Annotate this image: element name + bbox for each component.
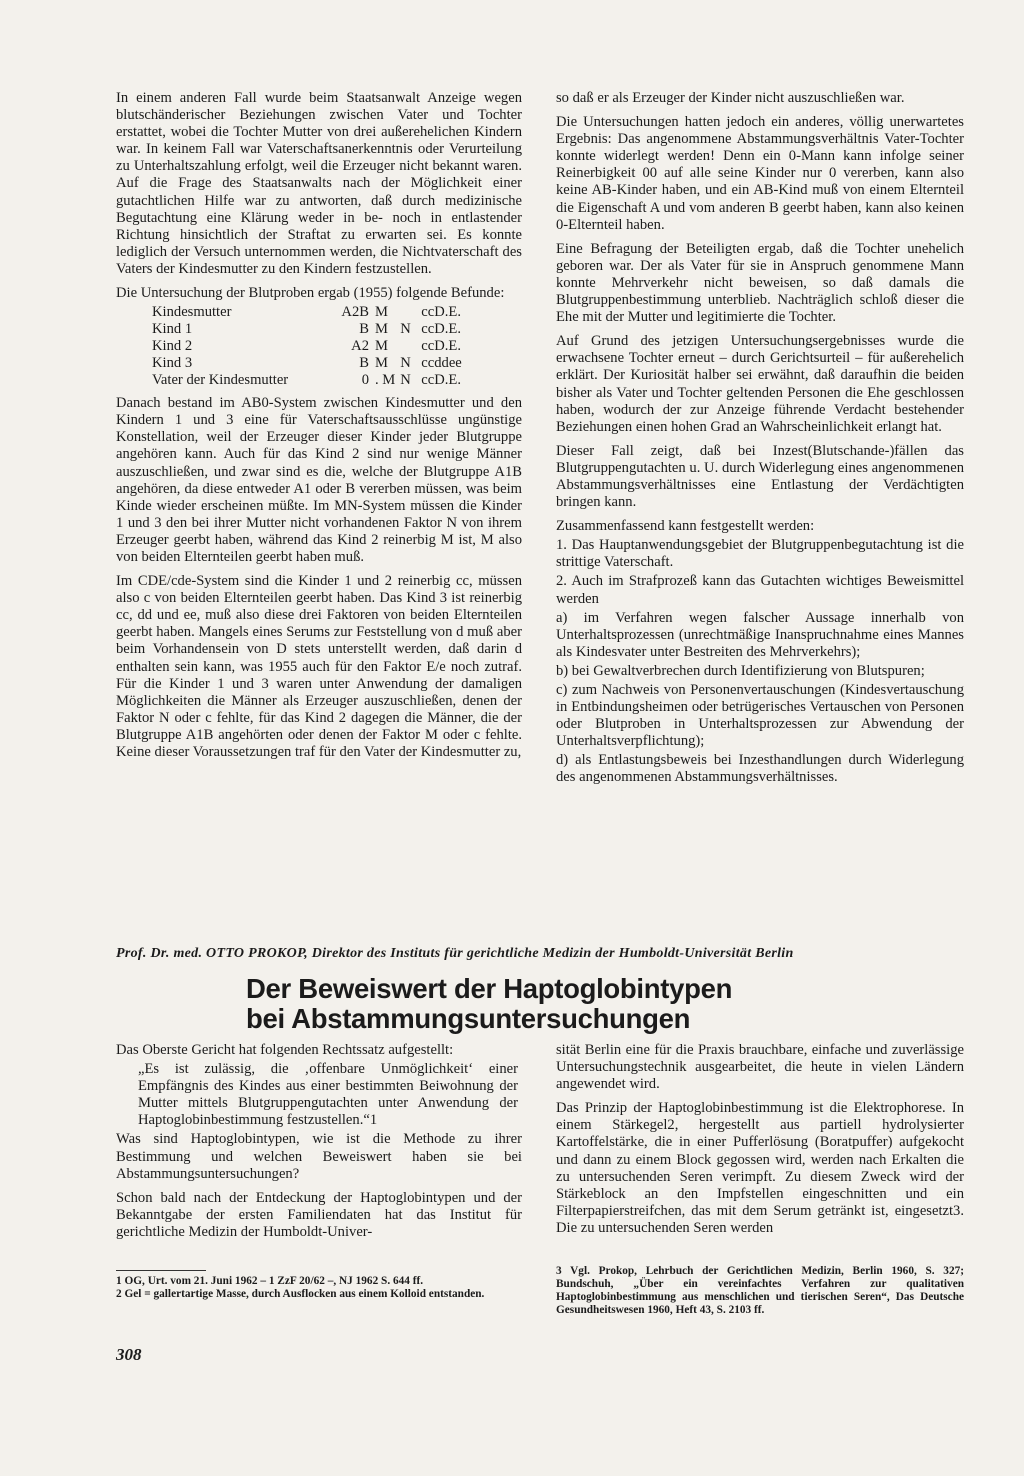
footnotes-right [556,1265,964,1317]
footnote: 2 Gel = gallertartige Masse, durch Ausflocken aus einem Kolloid entstanden. [116,1288,485,1300]
paragraph: Im CDE/cde-System sind die Kinder 1 und 2 reinerbig cc, müssen also c von beiden Elternteilen geerbt haben. Das Kind 3 ist reinerbig cc, dd und ee, muß also diese drei Faktoren von beiden Elternteilen geerbt haben. Mangels eines Serums zur Feststellung von d muß aber beim Vorhandensein von D stets unterstellt werden, daß darin d enthalten sein kann, was 1955 auch für den Faktor E/e noch zutraf. Für die Kinder 1 und 3 waren unter Anwendung der damaligen Möglichkeiten die Männer als Erzeuger auszuschließen, denen der Faktor N oder c fehlte, für das Kind 2 dagegen die Männer, die der Blutgruppe A1B angehörten oder denen der Faktor M oder c fehlte. Keine dieser Voraussetzungen traf für den Vater der Kindesmutter zu, [116,573,522,760]
footnotes-left [116,1275,522,1301]
list-item: 2. Auch im Strafprozeß kann das Gutachten wichtiges Beweismittel werden [556,573,964,607]
table-cell-n: N [400,355,411,372]
paragraph: Dieser Fall zeigt, daß bei Inzest(Blutschande-)fällen das Blutgruppengutachten u. U. durch Widerlegung eines angenommenen Abstammungsverhältnisses eine Entlastung der Verdächtigten bringen kann. [556,442,964,511]
list-item: d) als Entlastungsbeweis bei Inzesthandlungen durch Widerlegung des angenommenen Abstammungsverhältnisses. [556,752,964,786]
paragraph: Eine Befragung der Beteiligten ergab, daß die Tochter unehelich geboren war. Der als Vater für sie in Anspruch genommene Mann konnte Mehrverkehr nicht beweisen, so daß damals die Blutgruppenbestimmung unterblieb. Nachträglich schloß dieser die Ehe mit der Mutter und legitimierte die Tochter. [556,240,964,326]
table-cell-n [400,338,421,355]
table-cell-abo: 0 [361,372,369,389]
paragraph: Zusammenfassend kann festgestellt werden: [556,518,815,535]
list-item: b) bei Gewaltverbrechen durch Identifizierung von Blutspuren; [556,662,925,679]
list-item: 1. Das Hauptanwendungsgebiet der Blutgruppenbegutachtung ist die strittige Vaterschaft. [556,537,964,571]
paragraph: In einem anderen Fall wurde beim Staatsanwalt Anzeige wegen blutschänderischer Beziehungen zwischen Vater und Tochter erstattet, wobei die Tochter Mutter von drei außerehelichen Kindern war. In keinem Fall war Vaterschaftsanerkenntnis oder Verurteilung zu Unterhaltszahlung erfolgt, weil die Erzeuger nicht bekannt waren. Auf die Frage des Staatsanwalts nach der Möglichkeit einer gutachtlichen Hilfe war zu antworten, daß durch medizinische Begutachtung eine Klärung weder in be- noch in entlastender Richtung hinsichtlich der Straftat zu erwarten sei. Es konnte lediglich der Versuch unternommen werden, die Nichtvaterschaft des Vaters der Kindesmutter zu den Kindern festzustellen. [116,90,522,277]
table-cell-rh: ccddee [421,355,462,372]
table-cell-name: Kindesmutter [152,304,232,321]
paragraph: Auf Grund des jetzigen Untersuchungsergebnisses wurde die erwachsene Tochter erneut – durch Gerichtsurteil – für außerehelich erklärt. Der Kuriosität halber sei erwähnt, daß daraufhin die beiden bisher als Vater und Tochter geltenden Personen die Ehe geschlossen haben, wodurch der zur Anzeige führende Verdacht bestehender Beziehungen einen hohen Grad an Wahrscheinlichkeit erlangt hat. [556,333,964,435]
paragraph: Schon bald nach der Entdeckung der Haptoglobintypen und der Bekanntgabe der ersten Familiendaten hat das Institut für gerichtliche Medizin der Humboldt-Univer- [116,1189,522,1240]
top-right-column [556,90,964,789]
footnote: 1 OG, Urt. vom 21. Juni 1962 – 1 ZzF 20/62 –, NJ 1962 S. 644 ff. [116,1275,424,1287]
paragraph: so daß er als Erzeuger der Kinder nicht auszuschließen war. [556,90,905,106]
title-line: Der Beweiswert der Haptoglobintypen [246,973,733,1004]
table-cell-m: . M [375,372,396,389]
table-cell-m: M [375,355,388,372]
top-left-column [116,90,522,768]
table-cell-name: Kind 1 [152,321,193,338]
list-item: c) zum Nachweis von Personenvertauschungen (Kindesvertauschung in Entbindungsheimen oder betrügerisches Vertauschen von Personen oder Blutproben in Unterhaltsprozessen zur Abwendung der Unterhaltsverpflichtung); [556,682,964,750]
page-number: 308 [116,1345,142,1364]
table-cell-n: N [400,372,411,389]
table-cell-rh: ccD.E. [421,321,461,338]
quotation: „Es ist zulässig, die ‚offenbare Unmöglichkeit‘ einer Empfängnis des Kindes aus einer bestimmten Beiwohnung der Mutter mittels Blutgruppengutachten unter Anwendung der Haptoglobinbestimmung festzustellen.“1 [138,1061,518,1129]
table-cell-abo: A2 [351,338,369,355]
title-line: bei Abstammungsuntersuchungen [246,1003,691,1034]
table-cell-rh: ccD.E. [421,338,461,355]
table-cell-name: Vater der Kindesmutter [152,372,289,389]
footnote: 3 Vgl. Prokop, Lehrbuch der Gerichtlichen Medizin, Berlin 1960, S. 327; Bundschuh, „Über ein vereinfachtes Verfahren zur qualitativen Haptoglobinbestimmung aus menschlichen und tierischen Seren“, Das Deutsche Gesundheitswesen 1960, Heft 43, S. 2103 ff. [556,1265,964,1316]
table-row [152,304,467,321]
article-byline: Prof. Dr. med. OTTO PROKOP, Direktor des Instituts für gerichtliche Medizin der Humboldt-Universität Berlin [116,946,794,961]
paragraph: Was sind Haptoglobintypen, wie ist die Methode zu ihrer Bestimmung und welchen Beweiswert haben sie bei Abstammungsuntersuchungen? [116,1131,522,1182]
table-cell-abo: A2B [341,304,369,321]
table-row [152,321,467,338]
article-title [246,974,806,1034]
table-cell-name: Kind 2 [152,338,193,355]
table-cell-m: M [375,304,388,321]
footnote-rule [116,1270,206,1271]
blood-group-table [152,304,467,389]
paragraph: Das Prinzip der Haptoglobinbestimmung ist die Elektrophorese. In einem Stärkegel2, hergestellt aus partiell hydrolysierter Kartoffelstärke, die in einer Pufferlösung (Boratpuffer) aufgekocht und dann zu einem Block gegossen wird, werden nach Erkalten die zu untersuchenden Seren verimpft. Zu diesem Zweck wird der Stärkeblock an den Impfstellen eingeschnitten und ein Filterpapierstreifchen, das mit dem Serum getränkt ist, eingesetzt3. Die zu untersuchenden Seren werden [556,1100,964,1236]
table-row [152,338,467,355]
paragraph: Danach bestand im AB0-System zwischen Kindesmutter und den Kindern 1 und 3 eine für Vaterschaftsausschlüsse ungünstige Konstellation, weil der Erzeuger dieser Kinder jeder Blutgruppe angehören kann. Auch für das Kind 2 sind nur wenige Männer auszuschließen, und zwar sind es die, welche der Blutgruppe A1B angehören, da diese entweder A1 oder B vererben müssen, was beim Kinde wieder erscheinen müßte. Im MN-System müssen die Kinder 1 und 3 den bei ihrer Mutter nicht vorhandenen Faktor N von ihrem Erzeuger geerbt haben, während das Kind 2 reinerbig M ist, M also von beiden Elternteilen geerbt haben muß. [116,395,522,565]
table-cell-m: M [375,321,388,338]
paragraph: Das Oberste Gericht hat folgenden Rechtssatz aufgestellt: [116,1042,454,1058]
table-cell-abo: B [359,321,369,338]
table-cell-m: M [375,338,388,355]
table-cell-n [400,304,421,321]
table-cell-abo: B [359,355,369,372]
paragraph: sität Berlin eine für die Praxis brauchbare, einfache und zuverlässige Untersuchungstechnik ausgearbeitet, die heute in vielen Ländern angewendet wird. [556,1042,964,1093]
table-cell-name: Kind 3 [152,355,193,372]
table-row [152,372,467,389]
table-cell-rh: ccD.E. [421,372,461,389]
bottom-right-column [556,1042,964,1244]
paragraph: Die Untersuchung der Blutproben ergab (1955) folgende Befunde: [116,285,505,302]
paragraph: Die Untersuchungen hatten jedoch ein anderes, völlig unerwartetes Ergebnis: Das angenommene Abstammungsverhältnis Vater-Tochter konnte widerlegt werden! Denn ein 0-Mann kann infolge seiner Reinerbigkeit 00 auf alle seine Kinder nur 0 vererben, kann also keine AB-Kinder haben, und ein AB-Kind muß von einem Elternteil die Eigenschaft A und vom anderen B geerbt haben, kann also keinen 0-Elternteil haben. [556,114,964,233]
bottom-left-column [116,1042,522,1248]
table-row [152,355,467,372]
list-item: a) im Verfahren wegen falscher Aussage innerhalb von Unterhaltsprozessen (unrechtmäßige Inanspruchnahme eines Mannes als Kindesvater unter Bestreiten des Mehrverkehrs); [556,609,964,660]
table-cell-rh: ccD.E. [421,304,461,321]
table-cell-n: N [400,321,411,338]
